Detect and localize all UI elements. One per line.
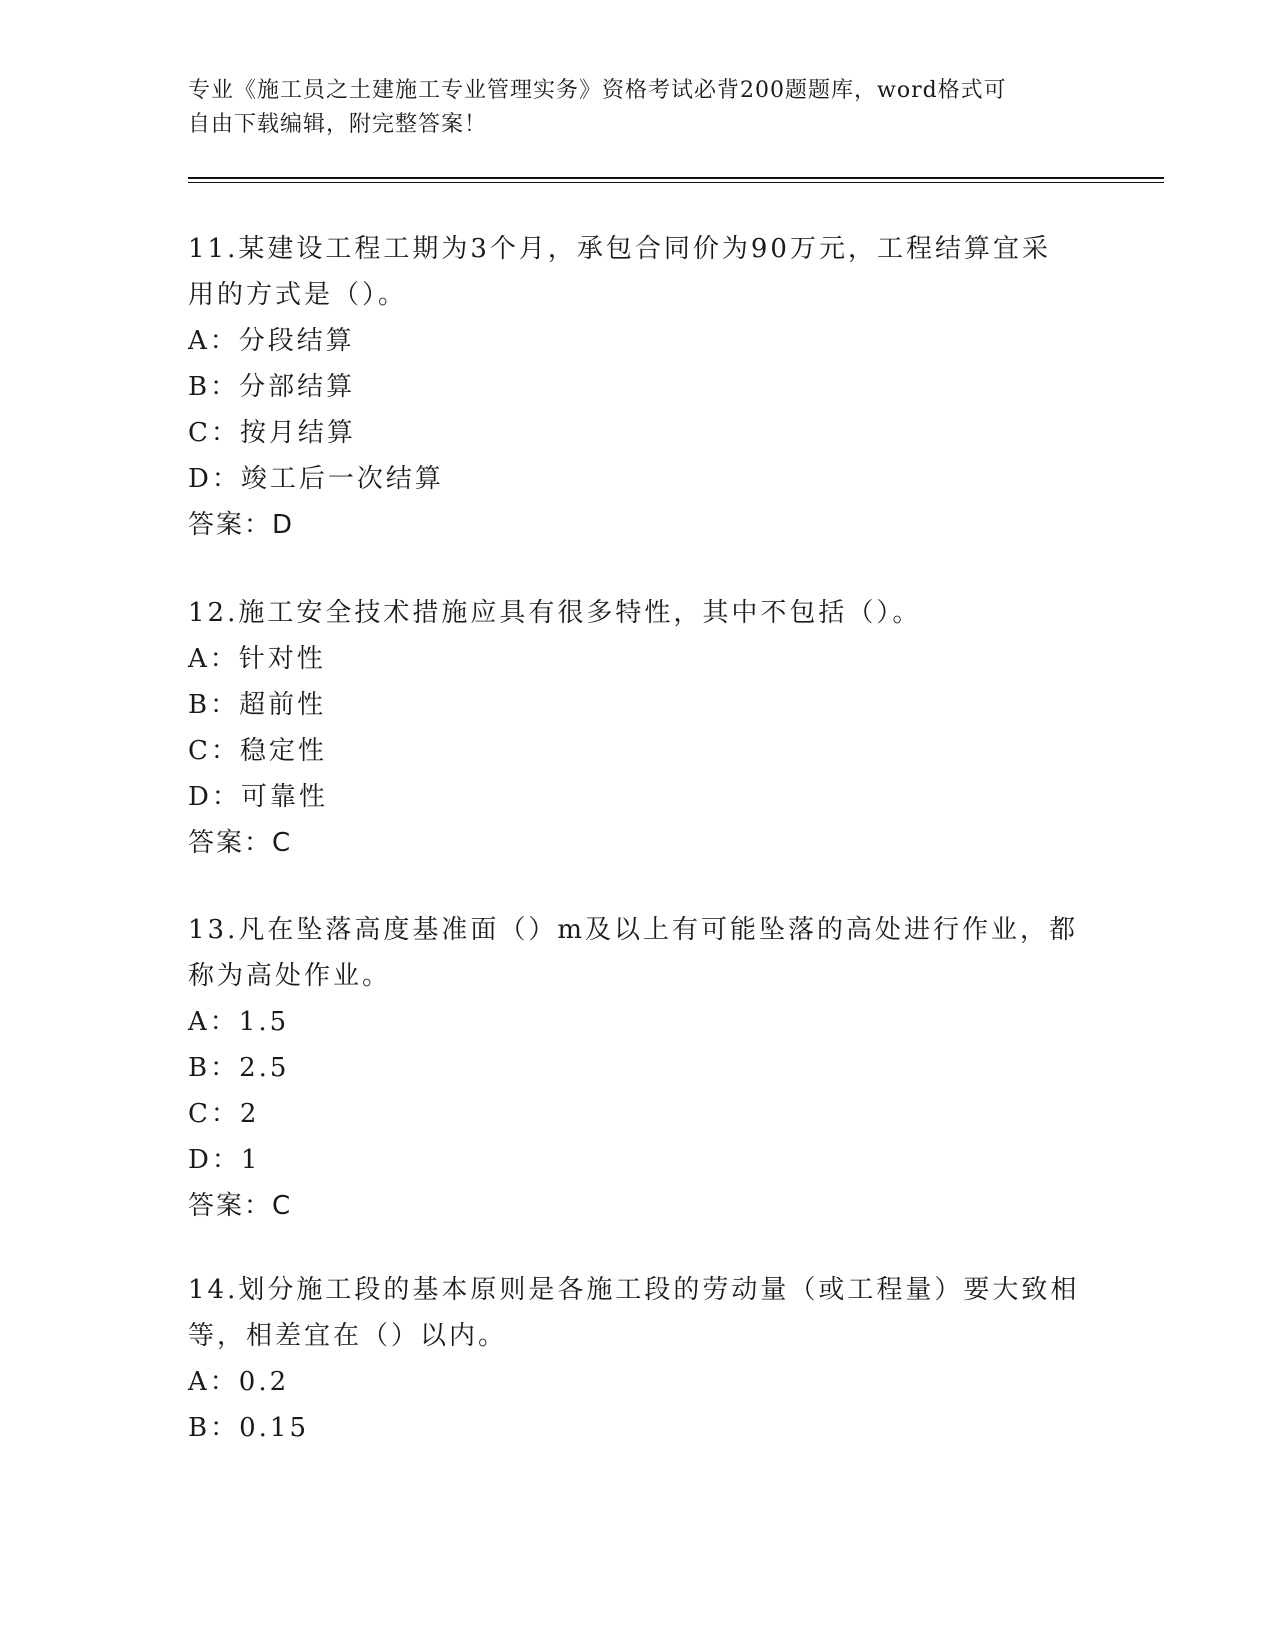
answer: 答案：C	[188, 1191, 293, 1221]
option-d: D：竣工后一次结算	[188, 464, 444, 494]
option-a: A：1.5	[188, 1007, 290, 1037]
header-divider-thin	[188, 182, 1164, 183]
option-d: D：可靠性	[188, 782, 328, 812]
answer: 答案：D	[188, 510, 295, 540]
option-a: A：针对性	[188, 644, 326, 674]
question-stem: 13.凡在坠落高度基准面（）m及以上有可能坠落的高处进行作业，都	[188, 915, 1079, 945]
answer: 答案：C	[188, 828, 293, 858]
question-12	[188, 590, 1088, 866]
header-line-2: 自由下载编辑，附完整答案！	[188, 112, 488, 137]
question-stem: 14.划分施工段的基本原则是各施工段的劳动量（或工程量）要大致相	[188, 1275, 1080, 1305]
option-c: C：2	[188, 1099, 260, 1129]
document-header	[188, 74, 1078, 142]
option-b: B：2.5	[188, 1053, 290, 1083]
header-line-1: 专业《施工员之土建施工专业管理实务》资格考试必背200题题库，word格式可	[188, 78, 1007, 103]
question-14	[188, 1267, 1088, 1451]
question-stem-continued: 称为高处作业。	[188, 961, 392, 991]
question-stem: 12.施工安全技术措施应具有很多特性，其中不包括（）。	[188, 598, 922, 628]
header-divider-thick	[188, 177, 1164, 179]
option-c: C：稳定性	[188, 736, 327, 766]
option-b: B：0.15	[188, 1413, 309, 1443]
question-stem-continued: 等，相差宜在（）以内。	[188, 1321, 508, 1351]
question-11	[188, 226, 1088, 548]
option-c: C：按月结算	[188, 418, 356, 448]
option-b: B：分部结算	[188, 372, 356, 402]
question-stem: 11.某建设工程工期为3个月，承包合同价为90万元，工程结算宜采	[188, 234, 1051, 264]
option-a: A：0.2	[188, 1367, 290, 1397]
option-b: B：超前性	[188, 690, 327, 720]
question-stem-continued: 用的方式是（）。	[188, 280, 408, 310]
option-a: A：分段结算	[188, 326, 355, 356]
question-13	[188, 907, 1088, 1229]
option-d: D：1	[188, 1145, 261, 1175]
